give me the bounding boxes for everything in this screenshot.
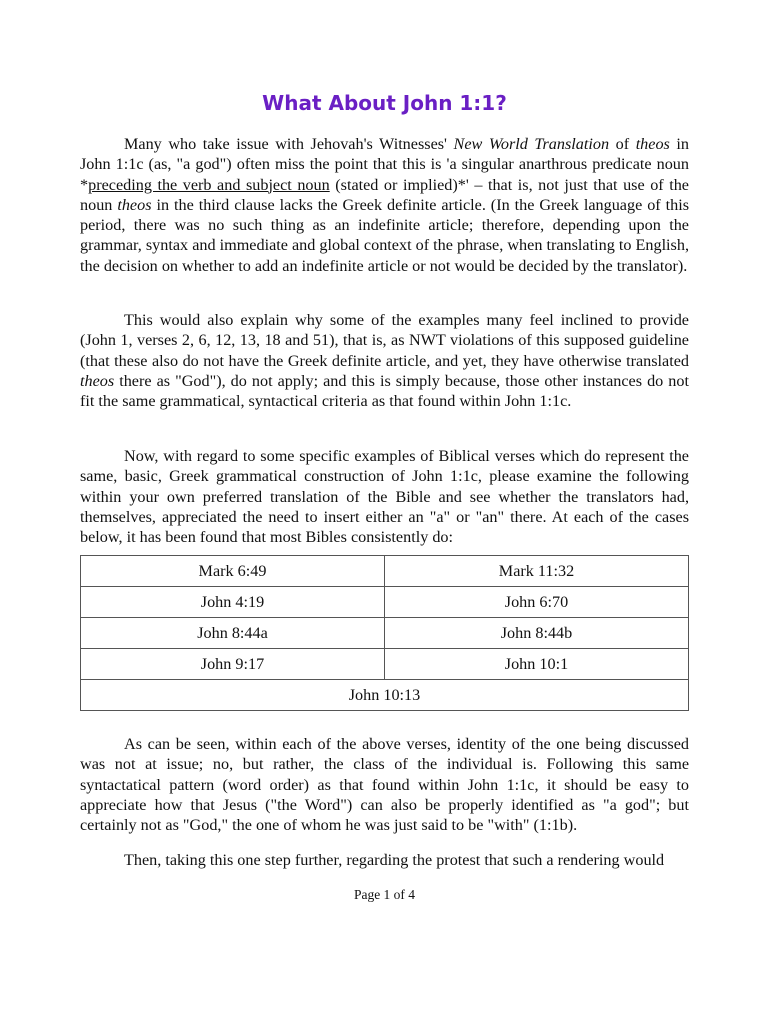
text-segment: of	[609, 135, 636, 153]
text-segment: in the third clause lacks the Greek definite article. (In the Greek language of this period, there was no such thing as an indefinite article; therefore, depending upon the grammar, syntax and immediate and global context of the phrase, when translating to English, the decision on whether to add an indefinite article or not would be decided by the translator).	[80, 195, 690, 275]
paragraph-intro	[80, 134, 689, 276]
text-segment: Many who take issue with Jehovah's Witnesses'	[124, 135, 454, 153]
table-row	[81, 556, 689, 587]
verse-table	[80, 555, 689, 711]
paragraph-continuation: Then, taking this one step further, regarding the protest that such a rendering would	[124, 851, 665, 869]
document-page	[80, 0, 689, 1024]
table-row	[81, 649, 689, 680]
page-number: Page 1 of 4	[353, 887, 416, 902]
text-segment: (stated or implied)*' – that is, not just that use of the noun	[80, 175, 689, 214]
italic-word: theos	[80, 371, 115, 390]
text-segment: there as "God"), do not apply; and this is simply because, those other instances do not fit the same grammatical, syntactical criteria as that found within John 1:1c.	[80, 371, 689, 410]
italic-word: theos	[117, 195, 152, 214]
italic-word: theos	[635, 135, 670, 153]
text-segment: This would also explain why some of the examples many feel inclined to provide (John 1, verses 2, 6, 12, 13, 18 and 51), that is, as NWT violations of this supposed guideline (that these also do not have the Greek definite article, and yet, they have otherwise translated	[80, 311, 689, 370]
italic-title: New World Translation	[453, 135, 610, 153]
table-row	[81, 618, 689, 649]
table-row	[81, 587, 689, 618]
verse-cell: Mark 6:49	[81, 556, 385, 587]
paragraph-examples	[80, 310, 689, 411]
verse-cell: John 8:44a	[81, 618, 385, 649]
verse-cell: John 6:70	[385, 587, 689, 618]
verse-cell: John 10:1	[385, 649, 689, 680]
verse-cell: John 8:44b	[385, 618, 689, 649]
verse-cell: John 4:19	[81, 587, 385, 618]
verse-cell: Mark 11:32	[385, 556, 689, 587]
verse-cell: John 9:17	[81, 649, 385, 680]
paragraph-specific-examples: Now, with regard to some specific examples of Biblical verses which do represent the same, basic, Greek grammatical construction of John 1:1c, please examine the following within your own preferred translation of the Bible and see whether the translators had, themselves, appreciated the need to insert either an "a" or "an" there. At each of the cases below, it has been found that most Bibles consistently do:	[80, 447, 689, 546]
table-row	[81, 680, 689, 711]
paragraph-conclusion: As can be seen, within each of the above verses, identity of the one being discussed was not at issue; no, but rather, the class of the individual is. Following this same syntactatical pattern (word order) as that found within John 1:1c, it should be easy to appreciate how that Jesus ("the Word") can also be properly identified as "a god"; but certainly not as "God," the one of whom he was just said to be "with" (1:1b).	[80, 735, 689, 834]
underlined-phrase: preceding the verb and subject noun	[88, 175, 330, 194]
verse-cell: John 10:13	[81, 680, 689, 711]
page-title: What About John 1:1?	[262, 91, 507, 115]
text-segment: in John 1:1c (as, "a god") often miss the point that this is 'a singular anarthrous predicate noun *	[80, 135, 690, 194]
